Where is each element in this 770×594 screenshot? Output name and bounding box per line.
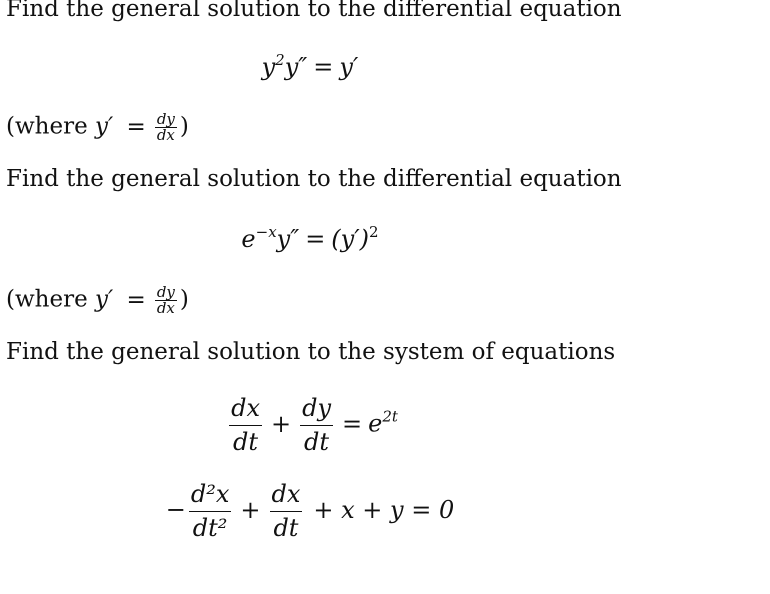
where-close: )	[179, 286, 189, 313]
where-fraction	[155, 285, 177, 316]
problem-1-instruction: Find the general solution to the differential equation	[6, 0, 622, 22]
eq1-equals: =	[313, 53, 334, 81]
where-num: dy	[156, 110, 175, 128]
sys2-tail: + x + y = 0	[313, 495, 455, 524]
eq1-lhs-exp: 2	[275, 51, 285, 69]
eq1-rhs: y′	[339, 53, 359, 81]
eq1-lhs-rest: y″	[284, 53, 308, 81]
equation-2	[0, 224, 620, 254]
eq2-base: e	[241, 225, 256, 253]
sys2-frac-1-den: dt²	[192, 514, 228, 542]
sys2-frac-2	[270, 478, 303, 544]
system-equation-1	[62, 392, 562, 458]
sys1-rhs-exp: 2t	[382, 407, 398, 426]
where-close: )	[179, 113, 189, 140]
equation-1	[0, 52, 620, 82]
where-den: dx	[156, 126, 175, 144]
sys1-frac-2	[300, 392, 333, 458]
problem-2-instruction: Find the general solution to the differential equation	[6, 166, 622, 192]
where-var: y′	[95, 286, 114, 313]
sys2-plus: +	[240, 495, 261, 524]
eq1-lhs-base: y	[261, 53, 276, 81]
sys1-rhs-base: e	[368, 409, 383, 438]
where-equals: =	[126, 113, 146, 140]
sys1-frac-1-num: dx	[229, 392, 262, 426]
sys2-frac-1-num: d²x	[189, 478, 232, 512]
where-den: dx	[156, 299, 175, 317]
eq2-rhs: (y′)	[331, 225, 370, 253]
where-fraction	[155, 112, 177, 143]
where-equals: =	[126, 286, 146, 313]
sys1-frac-1	[229, 392, 262, 458]
sys2-minus: −	[165, 495, 186, 524]
sys2-frac-2-den: dt	[273, 514, 299, 542]
eq2-exp: −x	[255, 223, 277, 241]
eq2-equals: =	[305, 225, 326, 253]
problem-1-where	[6, 112, 189, 143]
where-var: y′	[95, 113, 114, 140]
where-num: dy	[156, 283, 175, 301]
sys2-frac-2-num: dx	[270, 478, 303, 512]
where-open: (where	[6, 286, 88, 313]
problem-3-instruction: Find the general solution to the system of equations	[6, 339, 616, 365]
sys1-equals: =	[342, 409, 363, 438]
sys2-frac-1	[189, 478, 232, 544]
sys1-frac-1-den: dt	[233, 428, 259, 456]
eq2-rhs-exp: 2	[369, 223, 379, 241]
where-open: (where	[6, 113, 88, 140]
eq2-lhs-rest: y″	[276, 225, 300, 253]
system-equation-2	[60, 478, 560, 544]
sys1-frac-2-den: dt	[304, 428, 330, 456]
sys1-frac-2-num: dy	[300, 392, 333, 426]
sys1-plus: +	[270, 409, 292, 438]
problem-2-where	[6, 285, 189, 316]
